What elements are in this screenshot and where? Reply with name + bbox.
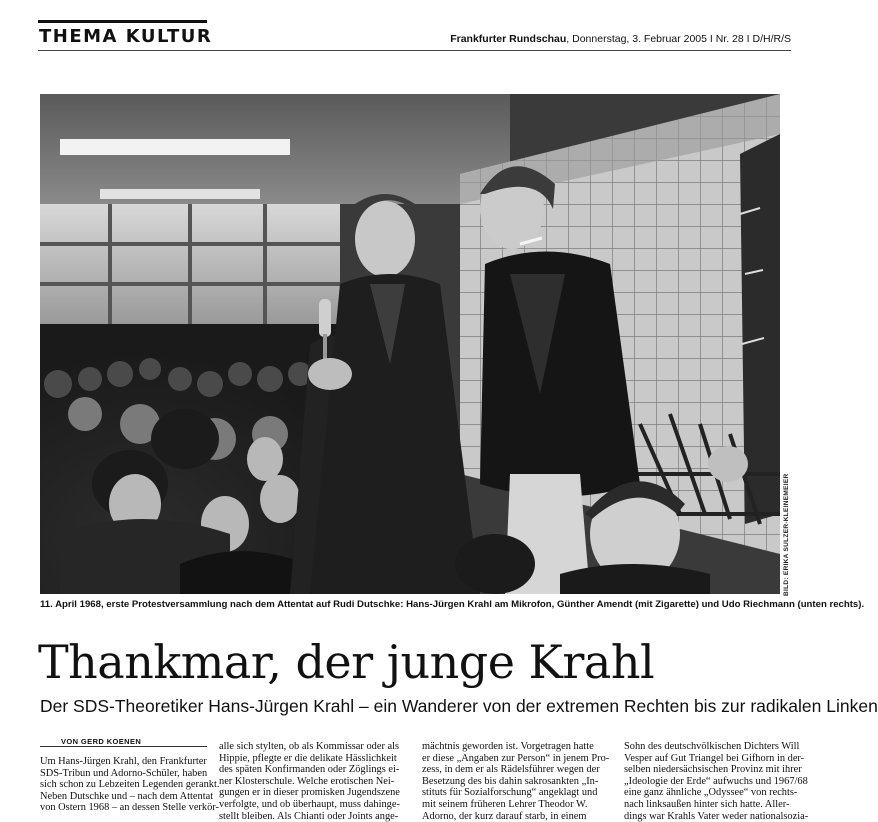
text-line: dings war Krahls Vater weder nationalsozia- [624, 810, 809, 822]
article-column-3 [422, 741, 610, 822]
text-line: stituts für Sozialforschung“ angeklagt und [422, 787, 598, 799]
text-line: SDS-Tribun und Adorno-Schüler, haben [40, 767, 208, 779]
text-line: gungen er in dieser promisken Jugendszene [219, 787, 400, 799]
header-meta [450, 33, 791, 45]
article-photo [40, 94, 780, 594]
section-title: THEMA KULTUR [39, 26, 213, 47]
text-line: verfolgte, und ob überhaupt, muss dahinge- [219, 798, 400, 810]
photo-credit: BILD: ERIKA SULZER-KLEINEMEIER [783, 473, 790, 596]
newspaper-name: Frankfurter Rundschau [450, 33, 567, 45]
text-line: stellt bleiben. Als Chianti oder Joints ange- [219, 810, 399, 822]
text-line: alle sich stylten, ob als Kommissar oder als [219, 741, 400, 752]
article-subhead: Der SDS-Theoretiker Hans-Jürgen Krahl – ein Wanderer von der extremen Rechten bis zur radikalen Linken [40, 696, 878, 716]
text-line: Um Hans-Jürgen Krahl, den Frankfurter [40, 756, 207, 767]
text-line: von Ostern 1968 – an dessen Stelle verkör- [40, 802, 219, 814]
text-line: Besetzung des bis dahin sakrosankten „In- [422, 775, 599, 787]
text-line: sich schon zu Lebzeiten Legenden gerankt. [40, 779, 220, 791]
issue-date: , Donnerstag, 3. Februar 2005 I Nr. 28 I D/H/R/S [566, 33, 791, 45]
text-line: mächtnis geworden ist. Vorgetragen hatte [422, 741, 594, 752]
text-line: nach linksaußen hinter sich hatte. Aller- [624, 798, 790, 810]
text-line: Hippie, pflegte er die delikate Hässlichkeit [219, 752, 397, 764]
text-line: Neben Dutschke und – nach dem Attentat [40, 790, 214, 802]
photo-caption: 11. April 1968, erste Protestversammlung nach dem Attentat auf Rudi Dutschke: Hans-Jürgen Krahl am Mikrofon, Günther Amendt (mit Zigarette) und Udo Riechmann (unten rechts). [40, 599, 865, 610]
text-line: „Ideologie der Erde“ aufwuchs und 1967/68 [624, 775, 808, 787]
text-line: zess, in dem er als Rädelsführer wegen der [422, 764, 600, 776]
byline: VON GERD KOENEN [61, 737, 142, 746]
article-headline: Thankmar, der junge Krahl [38, 635, 655, 689]
byline-rule [40, 746, 207, 747]
text-line: eine ganz ähnliche „Odyssee“ von rechts- [624, 787, 798, 799]
text-line: er diese „Angaben zur Person“ in jenem Pro- [422, 752, 610, 764]
article-column-4 [624, 741, 809, 822]
article-column-2 [219, 741, 400, 822]
text-line: ner Klosterschule. Welche erotischen Nei- [219, 775, 395, 787]
text-line: Adorno, der kurz darauf starb, in einem [422, 810, 587, 822]
article-column-1 [40, 756, 220, 817]
text-line: selben niedersächsischen Provinz mit ihrer [624, 764, 802, 776]
section-top-rule [38, 20, 207, 23]
text-line: des späten Konfirmanden oder Zöglings ei- [219, 764, 400, 776]
text-line: Vesper auf Gut Triangel bei Gifhorn in der- [624, 752, 805, 764]
header-rule [38, 50, 791, 51]
text-line: mit seinem früheren Lehrer Theodor W. [422, 798, 588, 810]
text-line: Sohn des deutschvölkischen Dichters Will [624, 741, 800, 752]
